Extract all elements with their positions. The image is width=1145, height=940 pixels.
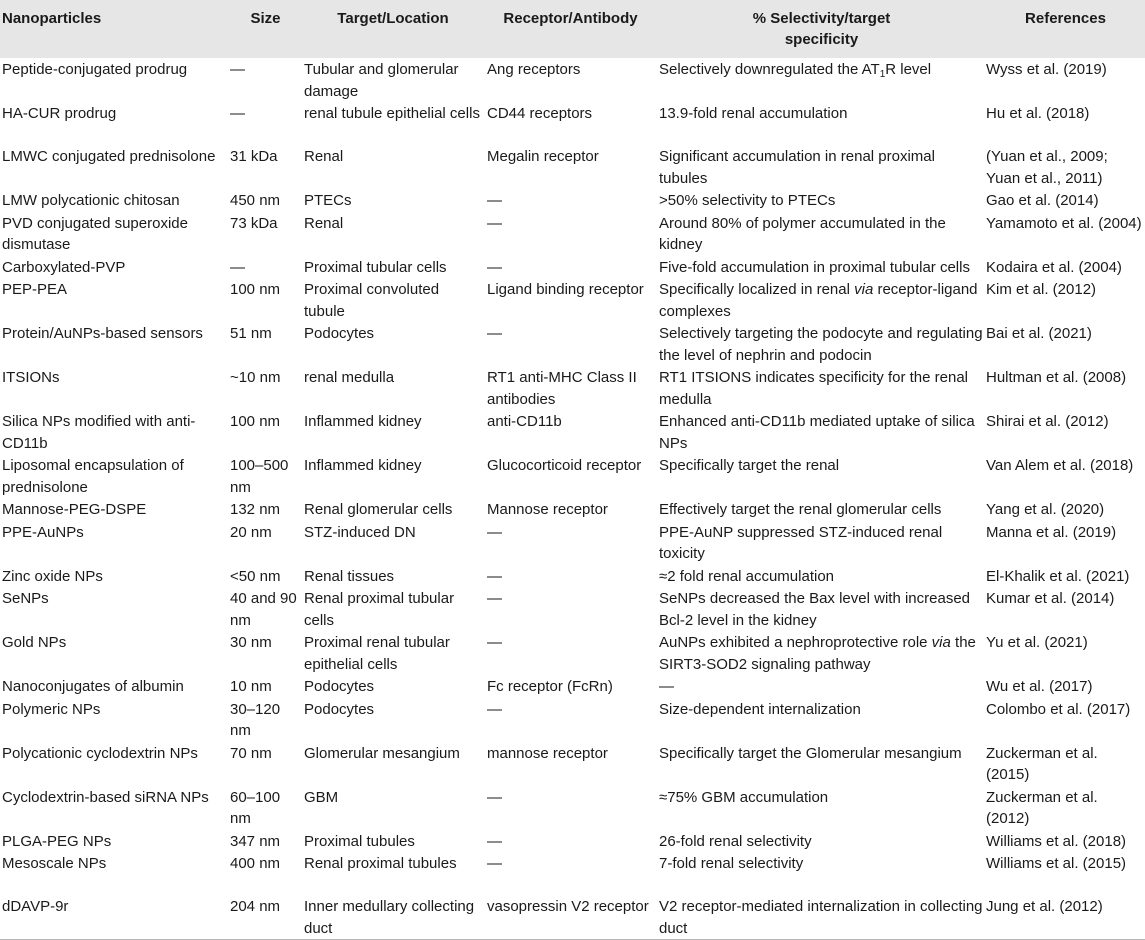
cell-reference: Bai et al. (2021) (986, 325, 1092, 342)
cell-nanoparticle: HA-CUR prodrug (2, 105, 117, 122)
cell-reference: Kodaira et al. (2004) (986, 258, 1122, 276)
cell-receptor: Fc receptor (FcRn) (487, 678, 613, 695)
cell-receptor: Megalin receptor (487, 148, 599, 165)
table-row (0, 454, 1145, 498)
cell-receptor: Glucocorticoid receptor (487, 457, 642, 474)
selectivity-text-end: the SIRT3-SOD2 signaling pathway (659, 634, 976, 673)
cell-size: 100–500 nm (230, 457, 289, 496)
cell-size: 30–120 nm (230, 700, 281, 739)
cell-selectivity (657, 631, 986, 675)
cell-reference: Wu et al. (2017) (986, 678, 1093, 695)
cell-receptor: — (487, 590, 502, 607)
cell-reference: Gao et al. (2014) (986, 192, 1099, 209)
cell-size: 400 nm (230, 855, 281, 872)
cell-receptor: — (487, 700, 502, 718)
cell-selectivity: RT1 ITSIONS indicates specificity for the renal medulla (659, 369, 969, 408)
cell-target: Proximal tubules (304, 832, 415, 850)
cell-reference: Shirai et al. (2012) (986, 413, 1109, 430)
table-row (0, 698, 1145, 742)
cell-reference: Wyss et al. (2019) (986, 61, 1107, 78)
cell-size: <50 nm (230, 567, 281, 585)
table-row (0, 322, 1145, 366)
cell-selectivity: ≈2 fold renal accumulation (659, 567, 834, 585)
table-row (0, 58, 1145, 102)
cell-size: — (230, 258, 245, 276)
cell-target: Podocytes (304, 678, 375, 695)
cell-reference: Hultman et al. (2008) (986, 369, 1127, 386)
cell-nanoparticle: Mesoscale NPs (2, 855, 107, 872)
cell-receptor: — (487, 567, 502, 585)
cell-target: renal tubule epithelial cells (304, 105, 480, 122)
cell-size: ~10 nm (230, 369, 281, 386)
selectivity-text: Selectively downregulated the AT (659, 61, 880, 78)
cell-selectivity: 7-fold renal selectivity (659, 855, 804, 872)
cell-selectivity: SeNPs decreased the Bax level with increased Bcl-2 level in the kidney (659, 590, 971, 629)
cell-nanoparticle: Peptide-conjugated prodrug (2, 61, 188, 78)
cell-receptor: Ang receptors (487, 61, 581, 78)
cell-receptor: Mannose receptor (487, 501, 608, 518)
cell-selectivity: ≈75% GBM accumulation (659, 788, 829, 806)
italic-text: via (854, 281, 874, 298)
cell-size: 40 and 90 nm (230, 590, 297, 629)
cell-selectivity: Five-fold accumulation in proximal tubular cells (659, 258, 970, 276)
cell-nanoparticle: Gold NPs (2, 634, 67, 651)
cell-selectivity: Enhanced anti-CD11b mediated uptake of silica NPs (659, 413, 975, 452)
cell-target: Renal (304, 148, 344, 165)
cell-receptor: — (487, 634, 502, 651)
cell-target: Tubular and glomerular damage (304, 61, 459, 100)
cell-receptor: — (487, 523, 502, 541)
cell-selectivity: Significant accumulation in renal proximal tubules (659, 148, 935, 187)
cell-receptor: — (487, 855, 502, 872)
cell-nanoparticle: Protein/AuNPs-based sensors (2, 325, 203, 342)
cell-reference: (Yuan et al., 2009; Yuan et al., 2011) (986, 148, 1108, 187)
cell-size: 10 nm (230, 678, 272, 695)
header-nanoparticles: Nanoparticles (2, 10, 102, 27)
cell-nanoparticle: PPE-AuNPs (2, 523, 84, 541)
cell-target: Renal proximal tubules (304, 855, 457, 872)
cell-target: STZ-induced DN (304, 523, 416, 541)
cell-reference: Hu et al. (2018) (986, 105, 1090, 122)
cell-selectivity (657, 278, 986, 322)
cell-nanoparticle: ITSIONs (2, 369, 60, 386)
cell-target: Renal proximal tubular cells (304, 590, 455, 629)
cell-selectivity: 26-fold renal selectivity (659, 832, 812, 850)
cell-selectivity: Selectively targeting the podocyte and regulating the level of nephrin and podocin (659, 325, 983, 364)
table-row (0, 189, 1145, 212)
cell-size: 31 kDa (230, 148, 278, 165)
cell-selectivity: Specifically target the Glomerular mesangium (659, 744, 962, 762)
cell-reference: Kumar et al. (2014) (986, 590, 1115, 607)
cell-receptor: vasopressin V2 receptor (484, 895, 657, 940)
table-row (0, 521, 1145, 565)
cell-size: 73 kDa (230, 214, 278, 232)
subscript-text: 1 (879, 69, 886, 80)
cell-size: 60–100 nm (230, 788, 281, 827)
cell-target: Inflammed kidney (304, 413, 422, 430)
cell-selectivity: Size-dependent internalization (659, 700, 861, 718)
cell-size: 347 nm (230, 832, 281, 850)
table-row (0, 366, 1145, 410)
cell-nanoparticle: LMWC conjugated prednisolone (2, 148, 216, 165)
header-row (0, 0, 1145, 58)
cell-selectivity: >50% selectivity to PTECs (659, 192, 836, 209)
table-row (0, 852, 1145, 895)
cell-target: Proximal renal tubular epithelial cells (304, 634, 450, 673)
cell-receptor: anti-CD11b (487, 413, 562, 430)
header-selectivity: % Selectivity/target specificity (752, 10, 891, 48)
cell-reference: Zuckerman et al. (2012) (986, 788, 1098, 827)
cell-target: Proximal convoluted tubule (304, 281, 440, 320)
italic-text: via (931, 634, 951, 651)
header-target-location: Target/Location (337, 10, 449, 27)
cell-receptor: — (487, 192, 502, 209)
cell-selectivity: PPE-AuNP suppressed STZ-induced renal toxicity (659, 523, 943, 562)
cell-selectivity: V2 receptor-mediated internalization in collecting duct (657, 895, 986, 940)
cell-reference: El-Khalik et al. (2021) (986, 567, 1130, 585)
table-row (0, 145, 1145, 189)
cell-target: Inflammed kidney (304, 457, 422, 474)
table-row (0, 212, 1145, 256)
selectivity-text-end: receptor-ligand complexes (659, 281, 978, 320)
table-row (0, 742, 1145, 786)
table-body (0, 58, 1145, 940)
cell-reference: Van Alem et al. (2018) (986, 457, 1134, 474)
cell-target: Renal glomerular cells (304, 501, 453, 518)
cell-size: 204 nm (229, 895, 302, 940)
table-row (0, 278, 1145, 322)
cell-receptor: — (487, 788, 502, 806)
cell-nanoparticle: Cyclodextrin-based siRNA NPs (2, 788, 209, 806)
selectivity-text-end: R level (885, 61, 932, 78)
cell-size: 70 nm (230, 744, 272, 762)
cell-size: — (230, 105, 245, 122)
cell-nanoparticle: PVD conjugated superoxide dismutase (2, 214, 188, 253)
cell-receptor: CD44 receptors (487, 105, 593, 122)
table-row (0, 587, 1145, 631)
cell-size: 100 nm (230, 281, 281, 298)
table-row (0, 786, 1145, 830)
table-row (0, 675, 1145, 698)
cell-size: 132 nm (230, 501, 281, 518)
cell-target: Inner medullary collecting duct (302, 895, 484, 940)
cell-size: 100 nm (230, 413, 281, 430)
cell-receptor: — (487, 214, 502, 232)
cell-target: Renal (304, 214, 344, 232)
cell-size: 450 nm (230, 192, 281, 209)
table-row (0, 895, 1145, 940)
cell-target: PTECs (304, 192, 352, 209)
cell-nanoparticle: Carboxylated-PVP (2, 258, 126, 276)
cell-reference: Yang et al. (2020) (986, 501, 1105, 518)
cell-nanoparticle: Liposomal encapsulation of prednisolone (2, 457, 184, 496)
cell-receptor: — (487, 832, 502, 850)
cell-target: renal medulla (304, 369, 395, 386)
cell-size: 51 nm (230, 325, 272, 342)
cell-target: GBM (304, 788, 339, 806)
cell-nanoparticle: Zinc oxide NPs (2, 567, 103, 585)
header-receptor-antibody: Receptor/Antibody (503, 10, 638, 27)
cell-nanoparticle: dDAVP-9r (0, 895, 229, 940)
table-row (0, 498, 1145, 521)
cell-selectivity: Specifically target the renal (659, 457, 840, 474)
cell-receptor: — (487, 258, 502, 276)
cell-selectivity: 13.9-fold renal accumulation (659, 105, 848, 122)
cell-nanoparticle: LMW polycationic chitosan (2, 192, 180, 209)
cell-selectivity: Around 80% of polymer accumulated in the kidney (659, 214, 946, 253)
cell-receptor: mannose receptor (487, 744, 608, 762)
cell-reference: Kim et al. (2012) (986, 281, 1097, 298)
cell-nanoparticle: Mannose-PEG-DSPE (2, 501, 147, 518)
cell-target: Glomerular mesangium (304, 744, 460, 762)
table-row (0, 256, 1145, 279)
cell-nanoparticle: PLGA-PEG NPs (2, 832, 112, 850)
cell-reference: Williams et al. (2018) (986, 832, 1127, 850)
table-row (0, 102, 1145, 145)
cell-size: — (230, 61, 245, 78)
table-row (0, 410, 1145, 454)
cell-reference: Williams et al. (2015) (986, 855, 1127, 872)
cell-nanoparticle: Polymeric NPs (2, 700, 101, 718)
cell-reference: Manna et al. (2019) (986, 523, 1117, 541)
cell-receptor: — (487, 325, 502, 342)
cell-target: Podocytes (304, 325, 375, 342)
cell-selectivity: — (659, 678, 674, 695)
cell-reference: Yamamoto et al. (2004) (986, 214, 1142, 232)
cell-size: 30 nm (230, 634, 272, 651)
cell-reference: Zuckerman et al. (2015) (986, 744, 1098, 783)
cell-target: Proximal tubular cells (304, 258, 447, 276)
table-row (0, 830, 1145, 853)
cell-nanoparticle: Nanoconjugates of albumin (2, 678, 184, 695)
cell-nanoparticle: SeNPs (2, 590, 49, 607)
cell-reference: Yu et al. (2021) (986, 634, 1088, 651)
cell-selectivity: Effectively target the renal glomerular cells (659, 501, 942, 518)
cell-selectivity (657, 58, 986, 102)
cell-size: 20 nm (230, 523, 272, 541)
cell-nanoparticle: PEP-PEA (2, 281, 68, 298)
cell-nanoparticle: Silica NPs modified with anti-CD11b (2, 413, 196, 452)
selectivity-text: Specifically localized in renal (659, 281, 855, 298)
cell-receptor: RT1 anti-MHC Class II antibodies (487, 369, 637, 408)
cell-target: Renal tissues (304, 567, 395, 585)
cell-target: Podocytes (304, 700, 375, 718)
cell-receptor: Ligand binding receptor (487, 281, 644, 298)
table-row (0, 565, 1145, 588)
cell-reference: Jung et al. (2012) (986, 895, 1145, 940)
table-row (0, 631, 1145, 675)
selectivity-text: AuNPs exhibited a nephroprotective role (659, 634, 932, 651)
header-references: References (1025, 10, 1106, 27)
cell-nanoparticle: Polycationic cyclodextrin NPs (2, 744, 198, 762)
cell-reference: Colombo et al. (2017) (986, 700, 1131, 718)
header-size: Size (250, 10, 281, 27)
